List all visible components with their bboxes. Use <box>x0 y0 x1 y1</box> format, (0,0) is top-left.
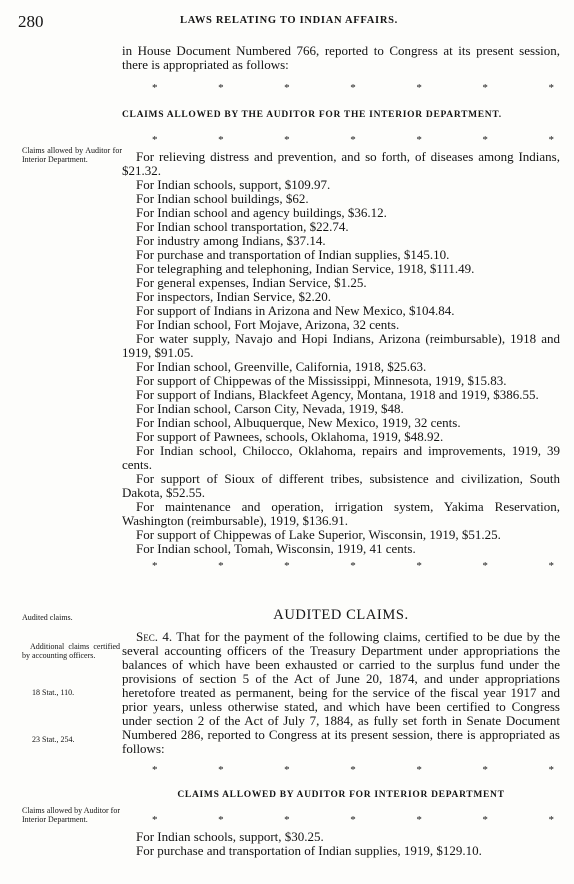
appropriation-item: For water supply, Navajo and Hopi Indians, Arizona (reimbursable), 1918 and 1919, $91.05. <box>122 331 560 360</box>
margin-note-audited-claims: Audited claims. <box>22 613 73 622</box>
appropriation-item: For Indian school, Tomah, Wisconsin, 1919, 41 cents. <box>136 541 416 556</box>
appropriation-list <box>122 830 560 858</box>
lead-paragraph: in House Document Numbered 766, reported to Congress at its present session, there is appropriated as follows: <box>122 43 560 72</box>
appropriation-item: For support of Pawnees, schools, Oklahoma, 1919, $48.92. <box>136 429 444 444</box>
appropriation-item: For support of Indians in Arizona and New Mexico, $104.84. <box>136 303 455 318</box>
appropriation-item: For Indian school, Fort Mojave, Arizona, 32 cents. <box>136 317 400 332</box>
appropriation-item: For Indian school, Greenville, California, 1918, $25.63. <box>136 359 427 374</box>
running-title: LAWS RELATING TO INDIAN AFFAIRS. <box>180 15 398 26</box>
appropriation-item: For support of Chippewas of the Mississippi, Minnesota, 1919, $15.83. <box>136 373 507 388</box>
top-section <box>122 44 560 572</box>
section-4-paragraph <box>122 630 560 756</box>
appropriation-item: For general expenses, Indian Service, $1.25. <box>136 275 367 290</box>
appropriation-item: For support of Sioux of different tribes, subsistence and civilization, South Dakota, $52.55. <box>122 471 560 500</box>
appropriation-item: For support of Indians, Blackfeet Agency, Montana, 1918 and 1919, $386.55. <box>136 387 539 402</box>
audited-section <box>122 608 560 858</box>
section-heading: CLAIMS ALLOWED BY AUDITOR FOR INTERIOR DEPARTMENT <box>177 790 505 800</box>
appropriation-item: For Indian school transportation, $22.74. <box>136 219 349 234</box>
appropriation-item: For purchase and transportation of Indian supplies, $145.10. <box>136 247 450 262</box>
appropriation-item: For relieving distress and prevention, and so forth, of diseases among Indians, $21.32. <box>122 149 560 178</box>
appropriation-item: For Indian school, Albuquerque, New Mexico, 1919, 32 cents. <box>136 415 461 430</box>
appropriation-item: For Indian schools, support, $30.25. <box>136 829 324 844</box>
margin-note-claims-interior: Claims allowed by Auditor for Interior Department. <box>22 146 122 164</box>
appropriation-item: For Indian school and agency buildings, $36.12. <box>136 205 387 220</box>
section-heading: CLAIMS ALLOWED BY THE AUDITOR FOR THE INTERIOR DEPARTMENT. <box>122 110 502 120</box>
star-divider: * * * * * * * <box>152 560 554 572</box>
appropriation-item: For Indian school buildings, $62. <box>136 191 309 206</box>
appropriation-item: For purchase and transportation of Indian supplies, 1919, $129.10. <box>136 843 482 858</box>
section-title: AUDITED CLAIMS. <box>273 607 409 623</box>
appropriation-item: For Indian schools, support, $109.97. <box>136 177 331 192</box>
page-number: 280 <box>18 12 44 31</box>
appropriation-item: For inspectors, Indian Service, $2.20. <box>136 289 331 304</box>
margin-note-stat-23: 23 Stat., 254. <box>32 735 75 744</box>
star-divider: * * * * * * * <box>152 764 554 776</box>
star-divider: * * * * * * * <box>152 82 554 94</box>
section-label: Sec. 4. <box>136 629 173 644</box>
star-divider: * * * * * * * <box>152 134 554 146</box>
margin-note-stat-18: 18 Stat., 110. <box>32 688 75 697</box>
star-divider: * * * * * * * <box>152 814 554 826</box>
appropriation-item: For maintenance and operation, irrigation system, Yakima Reservation, Washington (reimbursable), 1919, $136.91. <box>122 499 560 528</box>
appropriation-list <box>122 150 560 556</box>
appropriation-item: For support of Chippewas of Lake Superior, Wisconsin, 1919, $51.25. <box>136 527 501 542</box>
appropriation-item: For industry among Indians, $37.14. <box>136 233 326 248</box>
appropriation-item: For Indian school, Chilocco, Oklahoma, repairs and improvements, 1919, 39 cents. <box>122 443 560 472</box>
margin-note-additional-claims: Additional claims certified by accounting officers. <box>22 642 120 660</box>
appropriation-item: For Indian school, Carson City, Nevada, 1919, $48. <box>136 401 404 416</box>
page-header <box>18 12 560 34</box>
section-text: That for the payment of the following claims, certified to be due by the several accounting officers of the Treasury Department under appropriations the balances of which have been exhausted or carried to the surplus fund under the provisions of section 5 of the Act of June 20, 1874, and under appropriations heretofore treated as permanent, being for the service of the fiscal year 1917 and prior years, unless otherwise stated, and which have been certified to Congress under section 2 of the Act of July 7, 1884, as fully set forth in Senate Document Numbered 286, reported to Congress at its present session, there is appropriated as follows: <box>122 629 561 756</box>
appropriation-item: For telegraphing and telephoning, Indian Service, 1918, $111.49. <box>136 261 475 276</box>
margin-note-claims-interior-2: Claims allowed by Auditor for Interior Department. <box>22 806 120 824</box>
